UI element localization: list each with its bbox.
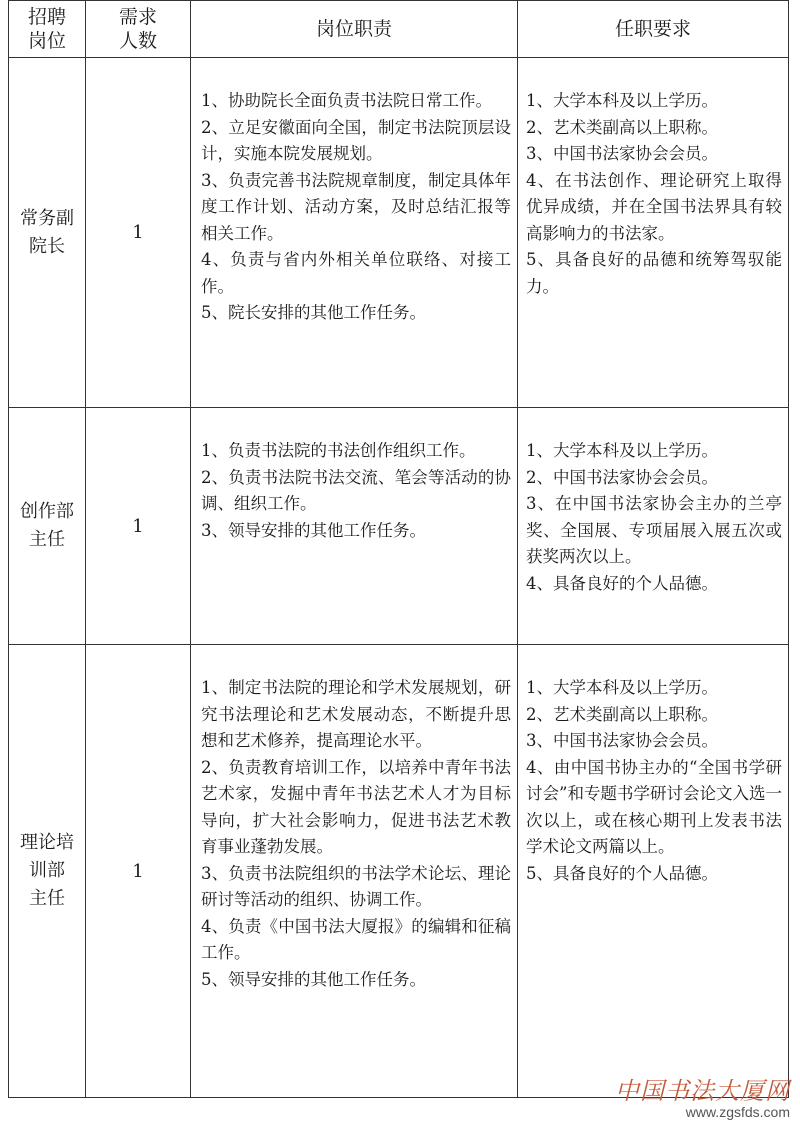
watermark-url: www.zgsfds.com bbox=[685, 1104, 790, 1120]
header-count bbox=[86, 1, 191, 58]
position-cell bbox=[9, 408, 86, 645]
duty-item: 3、领导安排的其他工作任务。 bbox=[201, 520, 426, 540]
duty-cell bbox=[191, 58, 518, 408]
requirement-item: 2、艺术类副高以上职称。 bbox=[526, 704, 718, 724]
requirement-cell bbox=[518, 408, 789, 645]
headcount-cell: 1 bbox=[86, 408, 191, 645]
duty-item: 5、领导安排的其他工作任务。 bbox=[201, 969, 426, 989]
requirement-cell bbox=[518, 58, 789, 408]
watermark-logo: 中国书法大厦网 bbox=[615, 1077, 790, 1105]
requirement-item: 5、具备良好的个人品德。 bbox=[526, 863, 718, 883]
duty-list bbox=[191, 58, 517, 327]
requirement-item: 1、大学本科及以上学历。 bbox=[526, 91, 718, 110]
header-count-text: 需求 人数 bbox=[118, 6, 157, 52]
requirement-item: 3、中国书法家协会会员。 bbox=[526, 144, 718, 163]
header-row bbox=[9, 1, 789, 58]
requirement-item: 3、中国书法家协会会员。 bbox=[526, 731, 718, 750]
requirement-list bbox=[518, 58, 788, 300]
header-requirements: 任职要求 bbox=[518, 1, 789, 58]
headcount-cell: 1 bbox=[86, 645, 191, 1098]
requirement-item: 3、在中国书法家协会主办的兰亭奖、全国展、专项届展入展五次或获奖两次以上。 bbox=[526, 494, 782, 566]
site-watermark bbox=[615, 1071, 790, 1120]
duty-item: 1、负责书法院的书法创作组织工作。 bbox=[201, 441, 476, 460]
requirement-item: 2、艺术类副高以上职称。 bbox=[526, 117, 718, 137]
duty-cell bbox=[191, 645, 518, 1098]
header-duties: 岗位职责 bbox=[191, 1, 518, 58]
duty-cell bbox=[191, 408, 518, 645]
table-row bbox=[9, 408, 789, 645]
duty-item: 2、立足安徽面向全国，制定书法院顶层设计，实施本院发展规划。 bbox=[201, 117, 511, 163]
position-cell bbox=[9, 645, 86, 1098]
requirement-cell bbox=[518, 645, 789, 1098]
requirement-item: 1、大学本科及以上学历。 bbox=[526, 441, 718, 460]
duty-item: 1、协助院长全面负责书法院日常工作。 bbox=[201, 91, 492, 110]
headcount-cell: 1 bbox=[86, 58, 191, 408]
duty-item: 2、负责教育培训工作，以培养中青年书法艺术家，发掘中青年书法艺术人才为目标导向，扩大社会影响力，促进书法艺术教育事业蓬勃发展。 bbox=[201, 757, 511, 856]
header-position-text: 招聘 岗位 bbox=[27, 6, 66, 52]
duty-list bbox=[191, 408, 517, 544]
requirement-item: 5、具备良好的品德和统筹驾驭能力。 bbox=[526, 250, 782, 296]
header-position bbox=[9, 1, 86, 58]
duty-item: 5、院长安排的其他工作任务。 bbox=[201, 303, 426, 322]
requirement-item: 1、大学本科及以上学历。 bbox=[526, 678, 718, 697]
duty-item: 3、负责完善书法院规章制度，制定具体年度工作计划、活动方案，及时总结汇报等相关工作。 bbox=[201, 170, 511, 243]
duty-item: 1、制定书法院的理论和学术发展规划，研究书法理论和艺术发展动态，不断提升思想和艺术修养，提高理论水平。 bbox=[201, 678, 511, 750]
duty-item: 3、负责书法院组织的书法学术论坛、理论研讨等活动的组织、协调工作。 bbox=[201, 863, 511, 909]
position-cell bbox=[9, 58, 86, 408]
position-title: 常务副 院长 bbox=[20, 207, 74, 257]
requirement-item: 4、在书法创作、理论研究上取得优异成绩，并在全国书法界具有较高影响力的书法家。 bbox=[526, 170, 782, 243]
requirement-item: 4、具备良好的个人品德。 bbox=[526, 573, 718, 593]
table-row bbox=[9, 58, 789, 408]
requirement-list bbox=[518, 645, 788, 887]
duty-item: 4、负责与省内外相关单位联络、对接工作。 bbox=[201, 250, 511, 296]
duty-list bbox=[191, 645, 517, 993]
duty-item: 4、负责《中国书法大厦报》的编辑和征稿工作。 bbox=[201, 916, 511, 962]
requirement-list bbox=[518, 408, 788, 597]
position-title: 理论培 训部 主任 bbox=[20, 832, 74, 909]
requirement-item: 4、由中国书协主办的“全国书学研讨会”和专题书学研讨会论文入选一次以上，或在核心期刊上发表书法学术论文两篇以上。 bbox=[526, 757, 782, 856]
table-row bbox=[9, 645, 789, 1098]
position-title: 创作部 主任 bbox=[20, 501, 74, 550]
recruitment-table bbox=[8, 0, 789, 1098]
duty-item: 2、负责书法院书法交流、笔会等活动的协调、组织工作。 bbox=[201, 467, 511, 513]
requirement-item: 2、中国书法家协会会员。 bbox=[526, 467, 718, 487]
